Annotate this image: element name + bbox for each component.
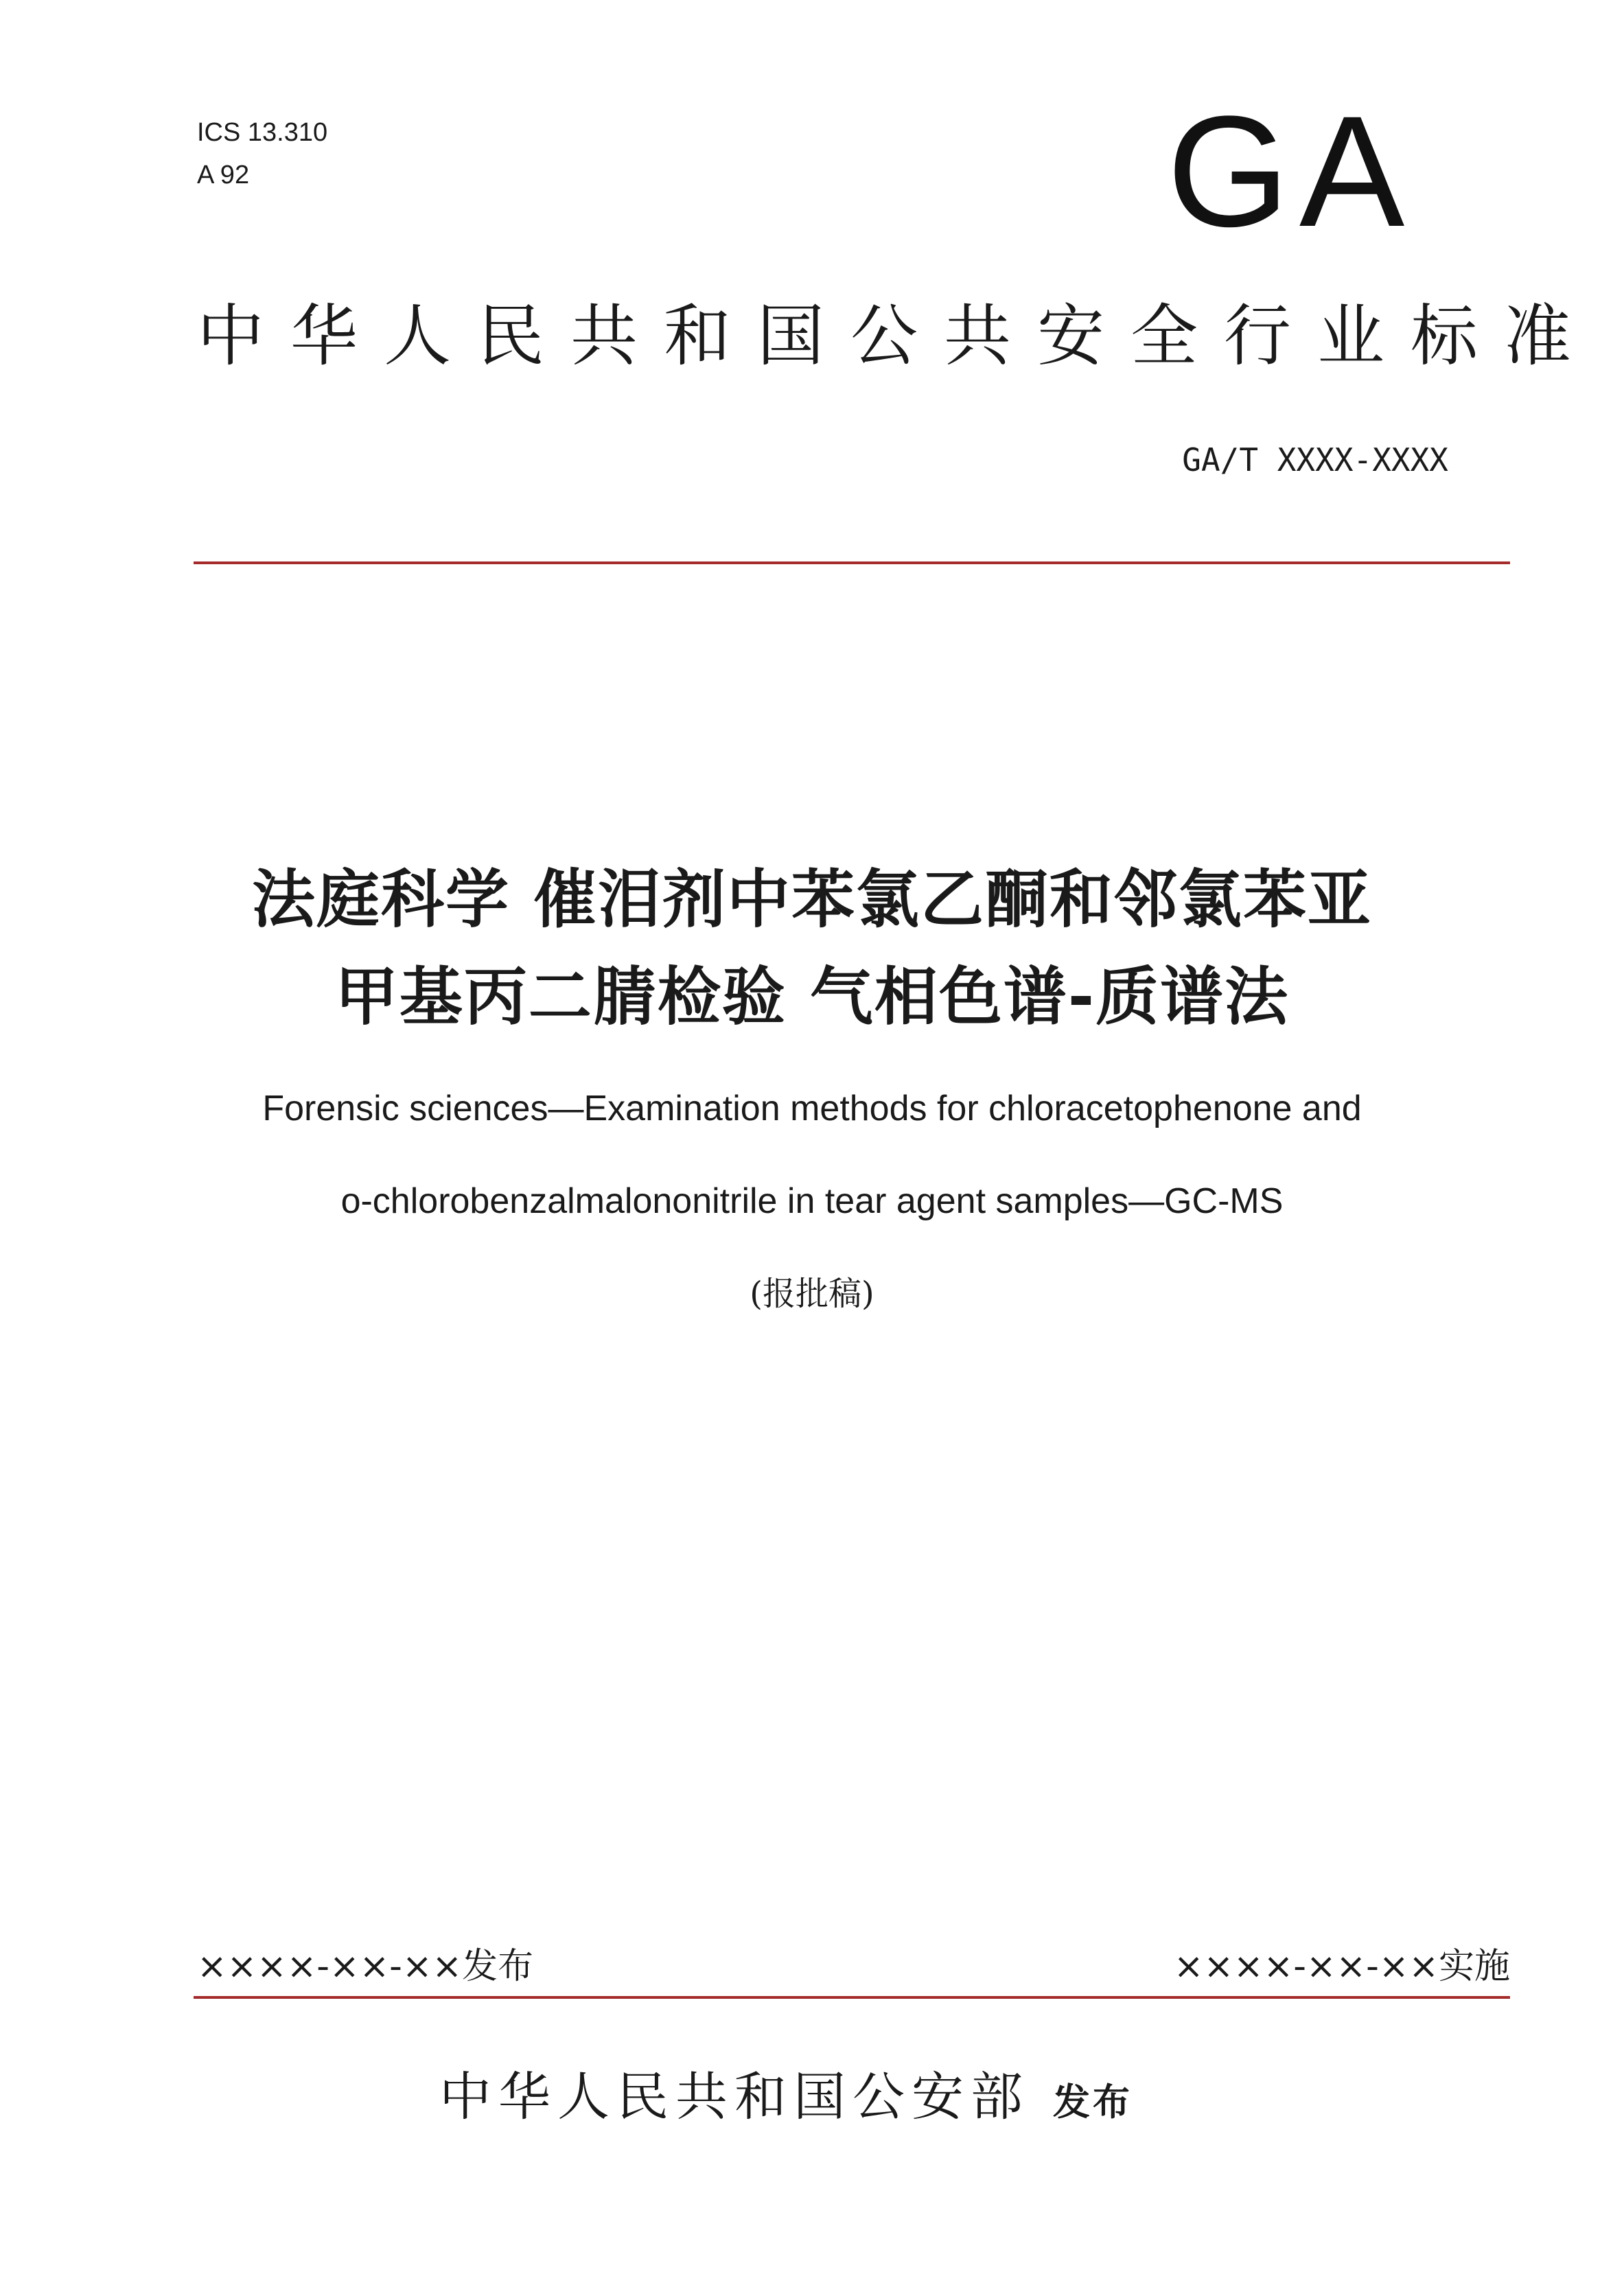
title-zh bbox=[124, 851, 1500, 1046]
title-zh-line-2: 甲基丙二腈检验 气相色谱-质谱法 bbox=[334, 960, 1290, 1034]
standard-number: GA/T XXXX-XXXX bbox=[1182, 441, 1448, 478]
ics-code: ICS 13.310 bbox=[197, 118, 328, 147]
standard-category-heading: 中华人民共和国公共安全行业标准 bbox=[197, 297, 1598, 375]
classification-code: A 92 bbox=[197, 161, 250, 189]
issue-date: ××××-××-××发布 bbox=[197, 1946, 534, 1987]
title-en-line-1: Forensic sciences—Examination methods for chloracetophenone and bbox=[262, 1089, 1362, 1128]
publisher-line bbox=[439, 2059, 1133, 2140]
title-zh-line-1: 法庭科学 催泪剂中苯氯乙酮和邻氯苯亚 bbox=[251, 863, 1373, 936]
draft-status: (报批稿) bbox=[750, 1275, 874, 1313]
top-divider bbox=[194, 561, 1510, 564]
ga-logo: GA bbox=[1167, 83, 1415, 259]
bottom-divider bbox=[194, 1996, 1510, 1999]
publish-label: 发布 bbox=[1053, 2080, 1133, 2124]
implementation-date: ××××-××-××实施 bbox=[1173, 1946, 1510, 1987]
publisher-name: 中华人民共和国公安部 bbox=[439, 2066, 1030, 2127]
title-en-line-2: o-chlorobenzalmalononitrile in tear agent samples—GC-MS bbox=[340, 1181, 1284, 1221]
